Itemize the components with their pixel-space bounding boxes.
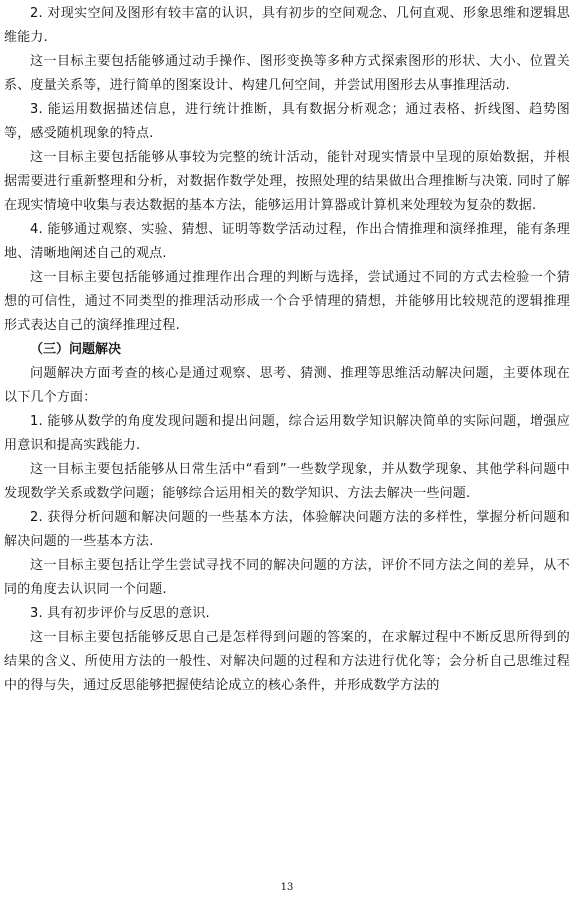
section-heading-problem-solving: （三）问题解决 [30, 342, 122, 357]
goal-item-2-explanation: 这一目标主要包括能够通过动手操作、图形变换等多种方式探索图形的形状、大小、位置关系、度量关系等，进行简单的图案设计、构建几何空间，并尝试用图形去从事推理活动. [4, 54, 570, 93]
problem-solving-item-3-explanation: 这一目标主要包括能够反思自己是怎样得到问题的答案的，在求解过程中不断反思所得到的结果的含义、所使用方法的一般性、对解决问题的过程和方法进行优化等；会分析自己思维过程中的得与失，通过反思能够把握使结论成立的核心条件，并形成数学方法的 [4, 630, 570, 693]
problem-solving-item-2-explanation: 这一目标主要包括让学生尝试寻找不同的解决问题的方法，评价不同方法之间的差异，从不同的角度去认识同一个问题. [4, 558, 570, 597]
page-number: 13 [280, 882, 294, 893]
goal-item-3: 3. 能运用数据描述信息，进行统计推断，具有数据分析观念；通过表格、折线图、趋势图等，感受随机现象的特点. [4, 102, 570, 141]
problem-solving-item-3: 3. 具有初步评价与反思的意识. [30, 606, 210, 621]
goal-item-4: 4. 能够通过观察、实验、猜想、证明等数学活动过程，作出合情推理和演绎推理，能有条理地、清晰地阐述自己的观点. [4, 222, 570, 261]
problem-solving-item-1: 1. 能够从数学的角度发现问题和提出问题，综合运用数学知识解决简单的实际问题，增强应用意识和提高实践能力. [4, 414, 570, 453]
problem-solving-intro: 问题解决方面考查的核心是通过观察、思考、猜测、推理等思维活动解决问题，主要体现在以下几个方面： [4, 366, 570, 405]
problem-solving-item-1-explanation: 这一目标主要包括能够从日常生活中“看到”一些数学现象，并从数学现象、其他学科问题中发现数学关系或数学问题；能够综合运用相关的数学知识、方法去解决一些问题. [4, 462, 570, 501]
document-page [4, 2, 570, 698]
goal-item-2: 2. 对现实空间及图形有较丰富的认识，具有初步的空间观念、几何直观、形象思维和逻辑思维能力. [4, 6, 570, 45]
goal-item-4-explanation: 这一目标主要包括能够通过推理作出合理的判断与选择，尝试通过不同的方式去检验一个猜想的可信性，通过不同类型的推理活动形成一个合乎情理的猜想，并能够用比较规范的逻辑推理形式表达自己的演绎推理过程. [4, 270, 570, 333]
goal-item-3-explanation: 这一目标主要包括能够从事较为完整的统计活动，能针对现实情景中呈现的原始数据，并根据需要进行重新整理和分析，对数据作数学处理，按照处理的结果做出合理推断与决策. 同时了解在现实情境中收集与表达数据的基本方法，能够运用计算器或计算机来处理较为复杂的数据. [4, 150, 570, 213]
problem-solving-item-2: 2. 获得分析问题和解决问题的一些基本方法，体验解决问题方法的多样性，掌握分析问题和解决问题的一些基本方法. [4, 510, 570, 549]
